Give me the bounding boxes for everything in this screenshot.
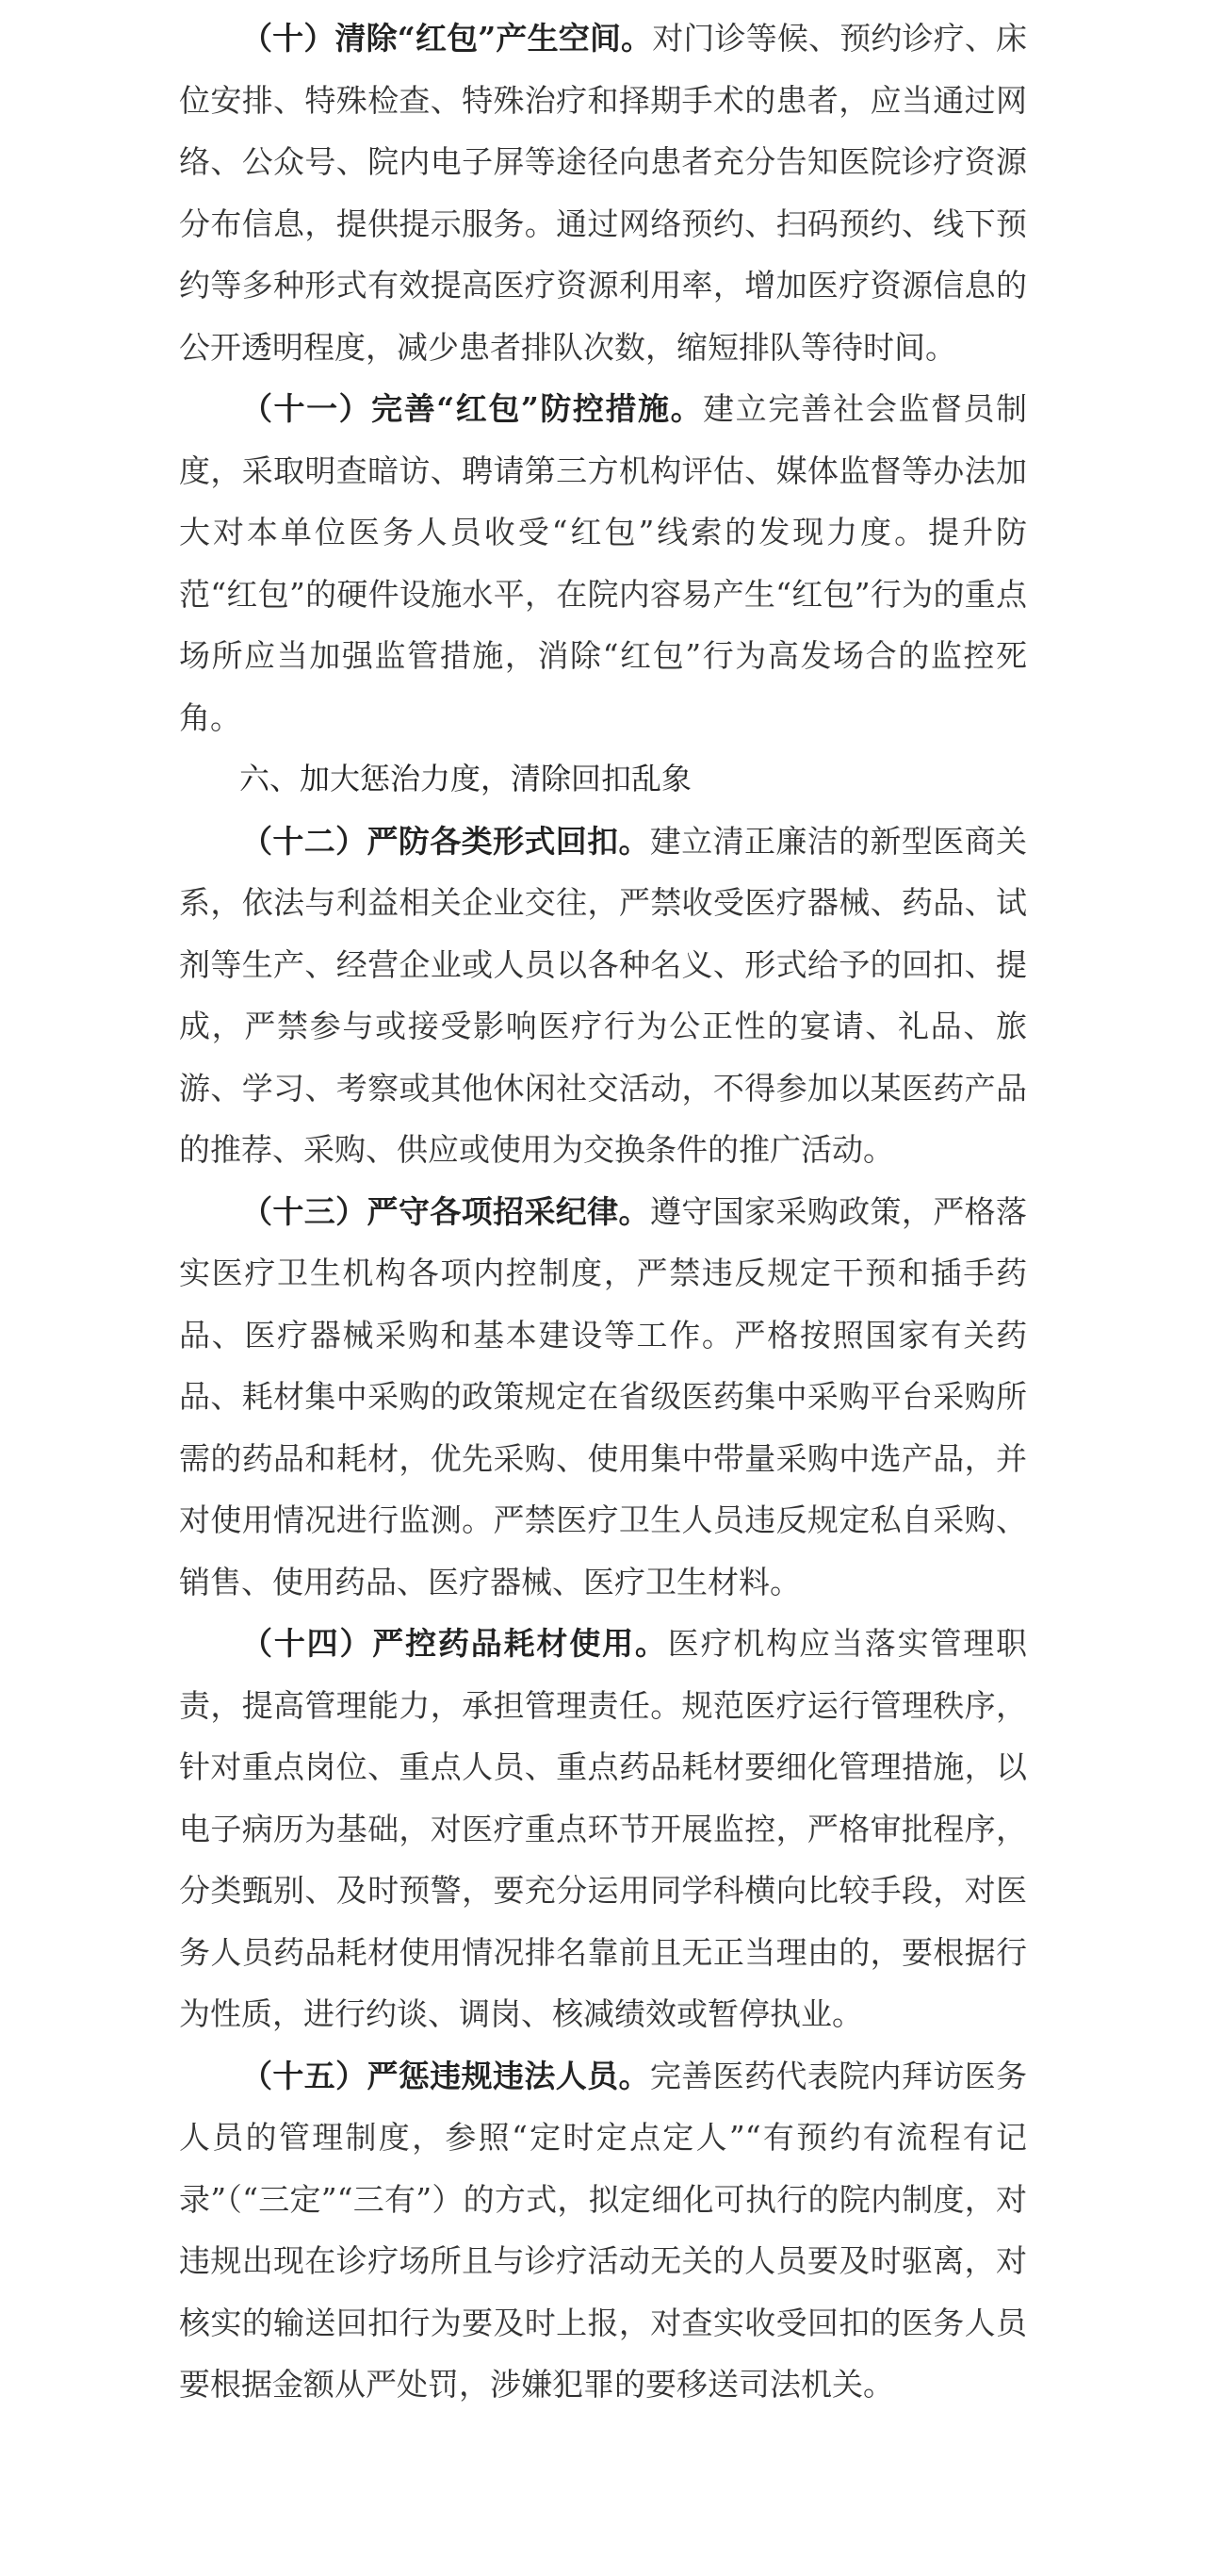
paragraph-15-body: 完善医药代表院内拜访医务人员的管理制度，参照“定时定点定人”“有预约有流程有记录”（“三定”“三有”）的方式，拟定细化可执行的院内制度，对违规出现在诊疗场所且与诊疗活动无关的人员要及时驱离，对核实的输送回扣行为要及时上报，对查实收受回扣的医务人员要根据金额从严处罚，涉嫌犯罪的要移送司法机关。: [179, 2057, 1027, 2403]
paragraph-13-body: 遵守国家采购政策，严格落实医疗卫生机构各项内控制度，严禁违反规定干预和插手药品、医疗器械采购和基本建设等工作。严格按照国家有关药品、耗材集中采购的政策规定在省级医药集中采购平台采购所需的药品和耗材，优先采购、使用集中带量采购中选产品，并对使用情况进行监测。严禁医疗卫生人员违反规定私自采购、销售、使用药品、医疗器械、医疗卫生材料。: [179, 1192, 1027, 1600]
paragraph-14: [179, 1613, 1027, 2045]
paragraph-12-lead: （十二）严防各类形式回扣。: [241, 822, 650, 860]
paragraph-10-lead: （十）清除“红包”产生空间。: [241, 20, 653, 57]
paragraph-10-body: 对门诊等候、预约诊疗、床位安排、特殊检查、特殊治疗和择期手术的患者，应当通过网络、公众号、院内电子屏等途径向患者充分告知医院诊疗资源分布信息，提供提示服务。通过网络预约、扫码预约、线下预约等多种形式有效提高医疗资源利用率，增加医疗资源信息的公开透明程度，减少患者排队次数，缩短排队等待时间。: [179, 20, 1028, 366]
paragraph-12: [179, 811, 1027, 1181]
paragraph-11: [179, 378, 1027, 748]
paragraph-13: [179, 1181, 1027, 1614]
paragraph-10: [179, 8, 1027, 378]
paragraph-14-body: 医疗机构应当落实管理职责，提高管理能力，承担管理责任。规范医疗运行管理秩序，针对重点岗位、重点人员、重点药品耗材要细化管理措施，以电子病历为基础，对医疗重点环节开展监控，严格审批程序，分类甄别、及时预警，要充分运用同学科横向比较手段，对医务人员药品耗材使用情况排名靠前且无正当理由的，要根据行为性质，进行约谈、调岗、核减绩效或暂停执业。: [179, 1625, 1028, 2032]
paragraph-15-lead: （十五）严惩违规违法人员。: [241, 2057, 650, 2094]
paragraph-12-body: 建立清正廉洁的新型医商关系，依法与利益相关企业交往，严禁收受医疗器械、药品、试剂等生产、经营企业或人员以各种名义、形式给予的回扣、提成，严禁参与或接受影响医疗行为公正性的宴请、礼品、旅游、学习、考察或其他休闲社交活动，不得参加以某医药产品的推荐、采购、供应或使用为交换条件的推广活动。: [179, 822, 1027, 1168]
paragraph-15: [179, 2045, 1027, 2416]
paragraph-14-lead: （十四）严控药品耗材使用。: [241, 1625, 668, 1662]
paragraph-11-lead: （十一）完善“红包”防控措施。: [241, 390, 704, 427]
paragraph-13-lead: （十三）严守各项招采纪律。: [241, 1192, 650, 1230]
paragraph-11-body: 建立完善社会监督员制度，采取明查暗访、聘请第三方机构评估、媒体监督等办法加大对本单位医务人员收受“红包”线索的发现力度。提升防范“红包”的硬件设施水平，在院内容易产生“红包”行为的重点场所应当加强监管措施，消除“红包”行为高发场合的监控死角。: [179, 390, 1027, 736]
document-page: [179, 8, 1027, 2416]
section-heading-6: 六、加大惩治力度，清除回扣乱象: [239, 761, 693, 796]
